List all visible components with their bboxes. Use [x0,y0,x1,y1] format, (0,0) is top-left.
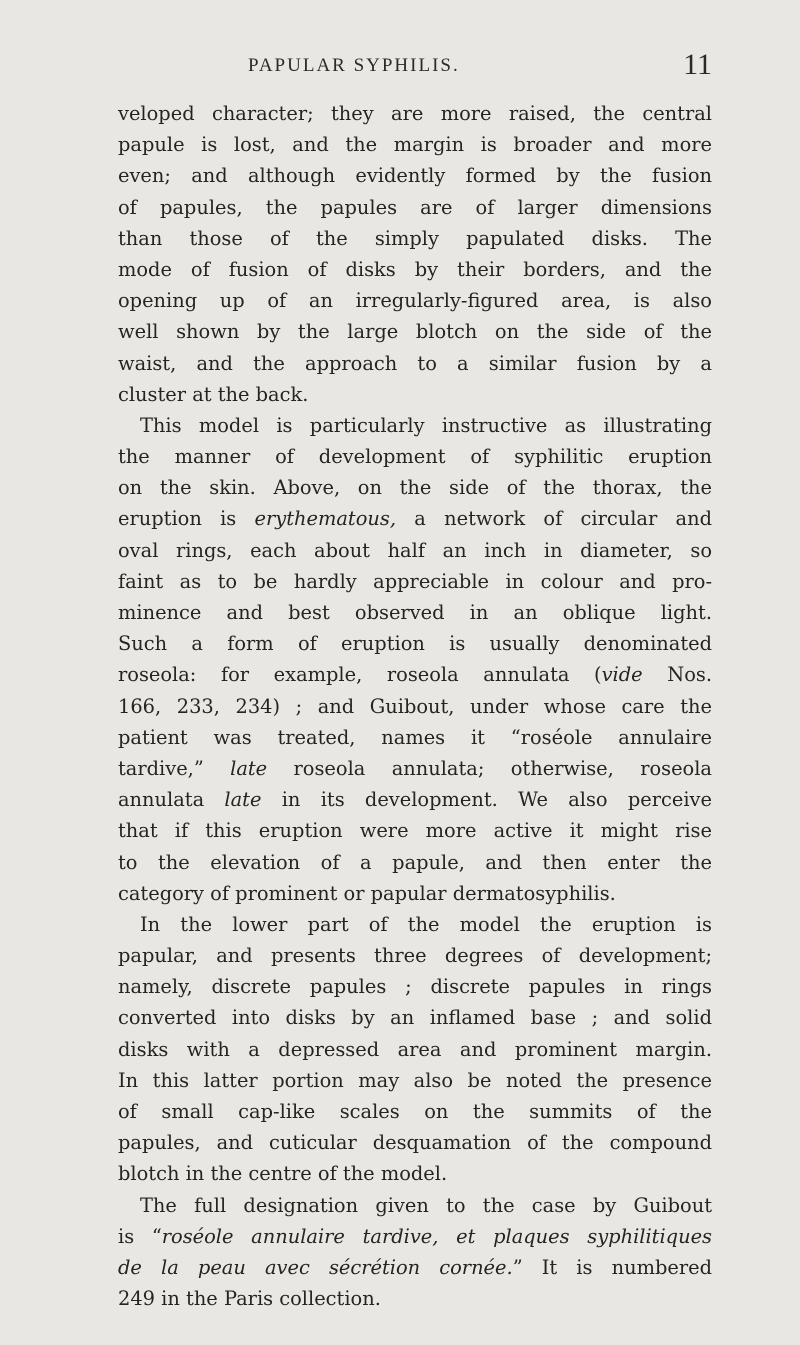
text-run: in its development. We also perceive [261,788,712,812]
text-line: to the elevation of a papule, and then enter the [118,850,712,874]
text-line: In this latter portion may also be noted the presence [118,1068,712,1092]
text-line [118,784,712,815]
text-line: blotch in the centre of the model. [118,1162,448,1186]
text-line: that if this eruption were more active it might rise [118,819,712,843]
italic-term: erythematous, [254,507,396,531]
text-line: Such a form of eruption is usually denominated [118,632,712,656]
text-line: namely, discrete papules ; discrete papules in rings [118,975,712,999]
text-line: minence and best observed in an oblique light. [118,601,712,624]
text-line: opening up of an irregularly-figured area, is also [118,289,712,313]
text-line: papules, and cuticular desquamation of the compound [118,1131,712,1155]
text-run: annulata [118,788,225,812]
text-run: tardive,” [118,756,231,780]
text-line: converted into disks by an inflamed base ; and solid [118,1006,712,1030]
text-line: well shown by the large blotch on the side of the [118,320,712,344]
text-line: 166, 233, 234) ; and Guibout, under whose care the [118,694,712,718]
text-line: the manner of development of syphilitic eruption [118,445,712,469]
text-line: faint as to be hardly appreciable in colour and pro- [118,569,712,593]
page-number: 11 [683,48,712,81]
italic-quote: de la peau avec sécrétion cornée. [118,1255,513,1279]
text-run: eruption is [118,507,255,531]
italic-quote: roséole annulaire tardive, et plaques syphilitiques [161,1224,713,1248]
text-run: ” It is numbered [512,1255,712,1279]
text-run: roseola: for example, roseola annulata ( [118,663,602,687]
text-line: than those of the simply papulated disks. The [118,226,712,250]
text-line: category of prominent or papular dermatosyphilis. [118,881,616,905]
italic-term: vide [601,663,643,687]
text-line [118,753,712,784]
text-line: veloped character; they are more raised, the central [118,102,712,125]
text-line: disks with a depressed area and prominent margin. [118,1037,712,1061]
text-line: papular, and presents three degrees of development; [118,944,712,968]
text-run: a network of circular and [396,507,712,531]
text-line: even; and although evidently formed by the fusion [118,164,712,188]
text-line [118,503,712,534]
running-head [112,48,712,82]
text-line [118,1221,712,1252]
text-line [118,1252,712,1283]
text-line: papule is lost, and the margin is broader and more [118,133,712,157]
text-line: patient was treated, names it “roséole annulaire [118,725,712,749]
body-text [118,98,712,1314]
text-line: waist, and the approach to a similar fusion by a [118,351,712,375]
running-title: PAPULAR SYPHILIS. [248,55,460,76]
text-line: oval rings, each about half an inch in diameter, so [118,538,712,562]
text-line: 249 in the Paris collection. [118,1287,381,1311]
text-run: roseola annulata; otherwise, roseola [267,756,712,780]
italic-term: late [224,788,262,812]
text-line: mode of fusion of disks by their borders, and the [118,257,712,281]
text-line: cluster at the back. [118,382,309,406]
text-line: on the skin. Above, on the side of the thorax, the [118,476,712,500]
text-line: In the lower part of the model the eruption is [140,912,712,936]
text-line: of papules, the papules are of larger dimensions [118,195,712,219]
italic-term: late [230,756,268,780]
text-run: is “ [118,1224,162,1248]
text-run: Nos. [642,663,712,687]
text-line: of small cap-like scales on the summits of the [118,1100,712,1123]
text-line: This model is particularly instructive as illustrating [140,413,712,437]
text-line: The full designation given to the case by Guibout [140,1193,712,1217]
text-line [118,659,712,690]
